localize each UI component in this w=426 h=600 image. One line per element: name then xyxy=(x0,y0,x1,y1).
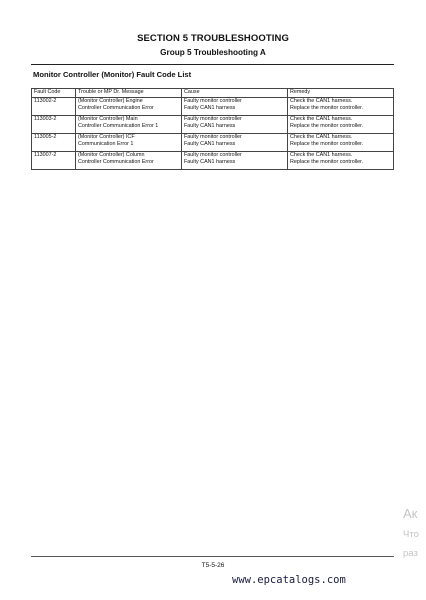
cell-line: Replace the monitor controller. xyxy=(290,141,364,148)
trouble-cell xyxy=(76,134,182,152)
footer-rule xyxy=(31,556,394,557)
cell-line: Check the CAN1 harness. xyxy=(290,152,353,158)
overlay-line: Ак xyxy=(403,506,418,521)
cause-cell xyxy=(182,98,288,116)
fault-code-cell: 113007-2 xyxy=(32,152,76,170)
trouble-cell xyxy=(76,152,182,170)
remedy-cell xyxy=(288,98,394,116)
trouble-cell xyxy=(76,98,182,116)
cell-line: Replace the monitor controller. xyxy=(290,159,364,166)
cell-line: Faulty monitor controller xyxy=(184,116,242,122)
table-header-row xyxy=(32,89,394,98)
table-row xyxy=(32,116,394,134)
table-row xyxy=(32,98,394,116)
table-row xyxy=(32,152,394,170)
fault-code-cell: 113002-2 xyxy=(32,98,76,116)
fault-code-table xyxy=(31,88,394,170)
activation-overlay xyxy=(403,503,419,563)
page-number: T5-5-26 xyxy=(201,562,225,569)
cell-line: (Monitor Controller) ICF xyxy=(78,134,135,140)
cell-line: Faulty monitor controller xyxy=(184,134,242,140)
fault-code-cell: 113003-2 xyxy=(32,116,76,134)
section-heading: Monitor Controller (Monitor) Fault Code List xyxy=(33,70,192,79)
fault-code-cell: 113005-2 xyxy=(32,134,76,152)
cell-line: Replace the monitor controller. xyxy=(290,105,364,112)
cell-line: Faulty monitor controller xyxy=(184,98,242,104)
cell-line: Faulty monitor controller xyxy=(184,152,242,158)
cell-line: Controller Communication Error xyxy=(78,159,154,166)
cell-line: (Monitor Controller) Engine xyxy=(78,98,143,104)
cell-line: Faulty CAN1 harness xyxy=(184,159,236,166)
remedy-cell xyxy=(288,152,394,170)
cell-line: (Monitor Controller) Column xyxy=(78,152,145,158)
header-rule xyxy=(31,64,394,65)
trouble-cell xyxy=(76,116,182,134)
column-header: Fault Code xyxy=(32,89,76,98)
cell-line: Check the CAN1 harness. xyxy=(290,116,353,122)
cell-line: Controller Communication Error 1 xyxy=(78,123,159,130)
cell-line: Check the CAN1 harness. xyxy=(290,134,353,140)
column-header: Cause xyxy=(182,89,288,98)
column-header: Remedy xyxy=(288,89,394,98)
cell-line: Faulty CAN1 harness xyxy=(184,141,236,148)
cell-line: Check the CAN1 harness. xyxy=(290,98,353,104)
overlay-line: Что xyxy=(403,529,419,540)
cell-line: Controller Communication Error xyxy=(78,105,154,112)
group-title: Group 5 Troubleshooting A xyxy=(160,48,266,57)
cell-line: (Monitor Controller) Main xyxy=(78,116,138,122)
cell-line: Faulty CAN1 harness xyxy=(184,123,236,130)
cell-line: Faulty CAN1 harness xyxy=(184,105,236,112)
cell-line: Replace the monitor controller. xyxy=(290,123,364,130)
cause-cell xyxy=(182,134,288,152)
remedy-cell xyxy=(288,116,394,134)
overlay-line: раз xyxy=(403,548,418,559)
page-title: SECTION 5 TROUBLESHOOTING xyxy=(137,33,289,44)
table-row xyxy=(32,134,394,152)
column-header: Trouble or MP Dr. Message xyxy=(76,89,182,98)
remedy-cell xyxy=(288,134,394,152)
cause-cell xyxy=(182,152,288,170)
cause-cell xyxy=(182,116,288,134)
cell-line: Communication Error 1 xyxy=(78,141,134,148)
watermark-url: www.epcatalogs.com xyxy=(232,574,346,586)
